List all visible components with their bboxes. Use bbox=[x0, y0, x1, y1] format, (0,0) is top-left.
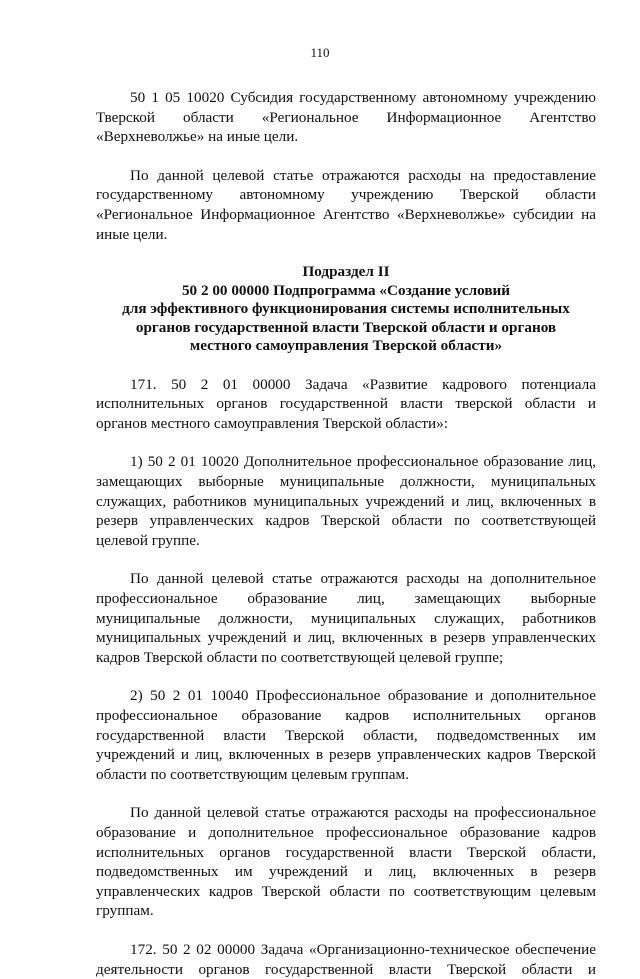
paragraph-subsidy-code: 50 1 05 10020 Субсидия государственному автономному учреждению Тверской области «Региональное Информационное Агентство «Верхневолжье» на иные цели. bbox=[96, 89, 596, 146]
heading-line: органов государственной власти Тверской области и органов bbox=[135, 318, 557, 336]
paragraph-subsidy-description: По данной целевой статье отражаются расходы на предоставление государственному автономному учреждению Тверской области «Региональное Информационное Агентство «Верхневолжье» субсидии на иные цели. bbox=[96, 166, 596, 243]
heading-line: для эффективного функционирования системы исполнительных bbox=[122, 300, 570, 318]
document-body bbox=[96, 88, 596, 979]
paragraph-item-1-description: По данной целевой статье отражаются расходы на дополнительное профессиональное образование лиц, замещающих выборные муниципальные должности, муниципальных служащих, работников муниципальных учреждений и лиц, включенных в резерв управленческих кадров Тверской области по соответствующей целевой группе; bbox=[96, 570, 596, 666]
paragraph-item-2: 2) 50 2 01 10040 Профессиональное образование и дополнительное профессиональное образование кадров исполнительных органов государственной власти Тверской области, подведомственных им учреждений и лиц, включенных в резерв управленческих кадров Тверской области по соответствующим целевым группам. bbox=[96, 687, 596, 783]
page-number: 110 bbox=[310, 45, 330, 60]
heading-line: местного самоуправления Тверской области» bbox=[189, 337, 503, 355]
paragraph-task-172: 172. 50 2 02 00000 Задача «Организационно-техническое обеспечение деятельности органов государственной власти Тверской области и bbox=[96, 940, 596, 978]
paragraph-task-171: 171. 50 2 01 00000 Задача «Развитие кадрового потенциала исполнительных органов государственной власти тверской области и органов местного самоуправления Тверской области»: bbox=[96, 375, 596, 432]
heading-line: Подраздел II bbox=[302, 263, 390, 281]
subsection-heading bbox=[96, 263, 596, 356]
paragraph-item-1: 1) 50 2 01 10020 Дополнительное профессиональное образование лиц, замещающих выборные муниципальные должности, муниципальных служащих, работников муниципальных учреждений и лиц, включенных в резерв управленческих кадров Тверской области по соответствующей целевой группе. bbox=[96, 453, 596, 549]
heading-line: 50 2 00 00000 Подпрограмма «Создание условий bbox=[181, 281, 511, 299]
paragraph-item-2-description: По данной целевой статье отражаются расходы на профессиональное образование и дополнительное профессиональное образование кадров исполнительных органов государственной власти Тверской области, подведомственных им учреждений и лиц, включенных в резерв управленческих кадров Тверской области по соответствующим целевым группам. bbox=[96, 804, 596, 920]
